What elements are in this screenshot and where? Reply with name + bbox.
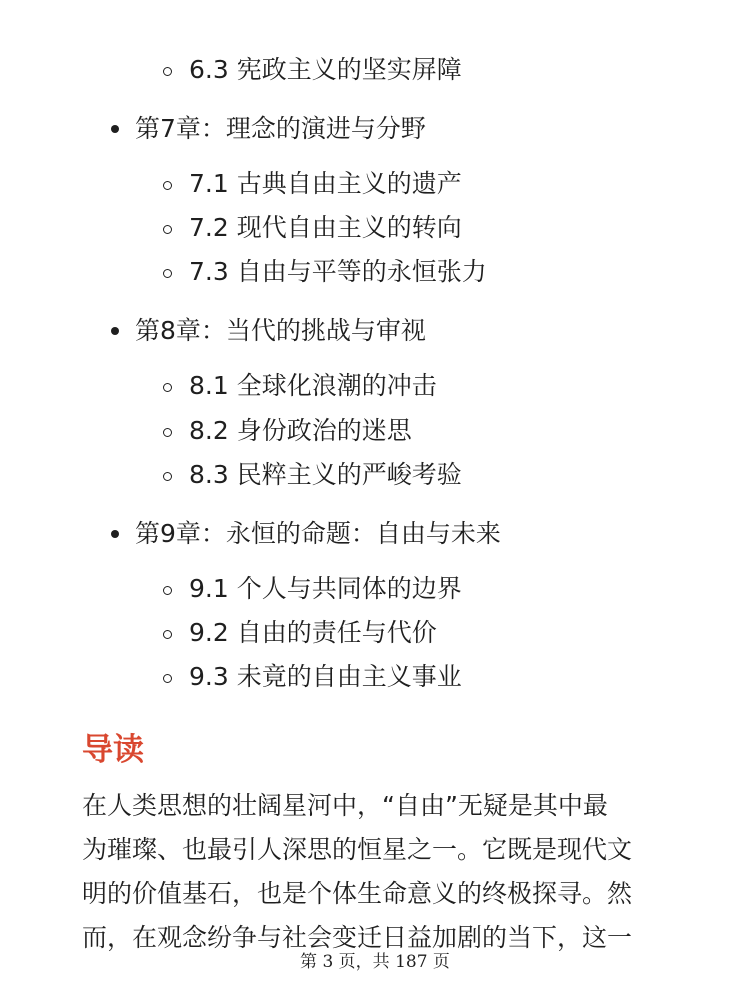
circle-bullet-icon [163, 225, 172, 234]
disc-bullet-icon [111, 530, 119, 538]
circle-bullet-icon [163, 67, 172, 76]
circle-bullet-icon [163, 269, 172, 278]
disc-bullet-icon [111, 327, 119, 335]
paragraph-line: 为璀璨、也最引人深思的恒星之一。它既是现代文 [82, 835, 633, 864]
circle-bullet-icon [163, 181, 172, 190]
toc-subsection-6-3: 6.3 宪政主义的坚实屏障 [189, 55, 462, 84]
circle-bullet-icon [163, 630, 172, 639]
circle-bullet-icon [163, 428, 172, 437]
disc-bullet-icon [111, 125, 119, 133]
toc-subsection-7-1: 7.1 古典自由主义的遗产 [189, 169, 462, 198]
circle-bullet-icon [163, 586, 172, 595]
circle-bullet-icon [163, 383, 172, 392]
paragraph-line: 而，在观念纷争与社会变迁日益加剧的当下，这一 [82, 923, 633, 952]
toc-chapter-8: 第8章：当代的挑战与审视 [135, 316, 426, 345]
paragraph-line: 在人类思想的壮阔星河中，“自由”无疑是其中最 [82, 791, 608, 820]
toc-subsection-9-3: 9.3 未竟的自由主义事业 [189, 662, 462, 691]
page-number-footer: 第 3 页，共 187 页 [300, 952, 450, 972]
toc-subsection-7-2: 7.2 现代自由主义的转向 [189, 213, 462, 242]
toc-subsection-8-1: 8.1 全球化浪潮的冲击 [189, 371, 437, 400]
toc-subsection-8-2: 8.2 身份政治的迷思 [189, 416, 412, 445]
paragraph-line: 明的价值基石，也是个体生命意义的终极探寻。然 [82, 879, 633, 908]
toc-subsection-8-3: 8.3 民粹主义的严峻考验 [189, 460, 462, 489]
section-heading: 导读 [82, 732, 144, 768]
toc-chapter-9: 第9章：永恒的命题：自由与未来 [135, 519, 501, 548]
toc-subsection-7-3: 7.3 自由与平等的永恒张力 [189, 257, 487, 286]
circle-bullet-icon [163, 674, 172, 683]
toc-chapter-7: 第7章：理念的演进与分野 [135, 114, 426, 143]
circle-bullet-icon [163, 472, 172, 481]
toc-subsection-9-2: 9.2 自由的责任与代价 [189, 618, 437, 647]
toc-subsection-9-1: 9.1 个人与共同体的边界 [189, 574, 462, 603]
